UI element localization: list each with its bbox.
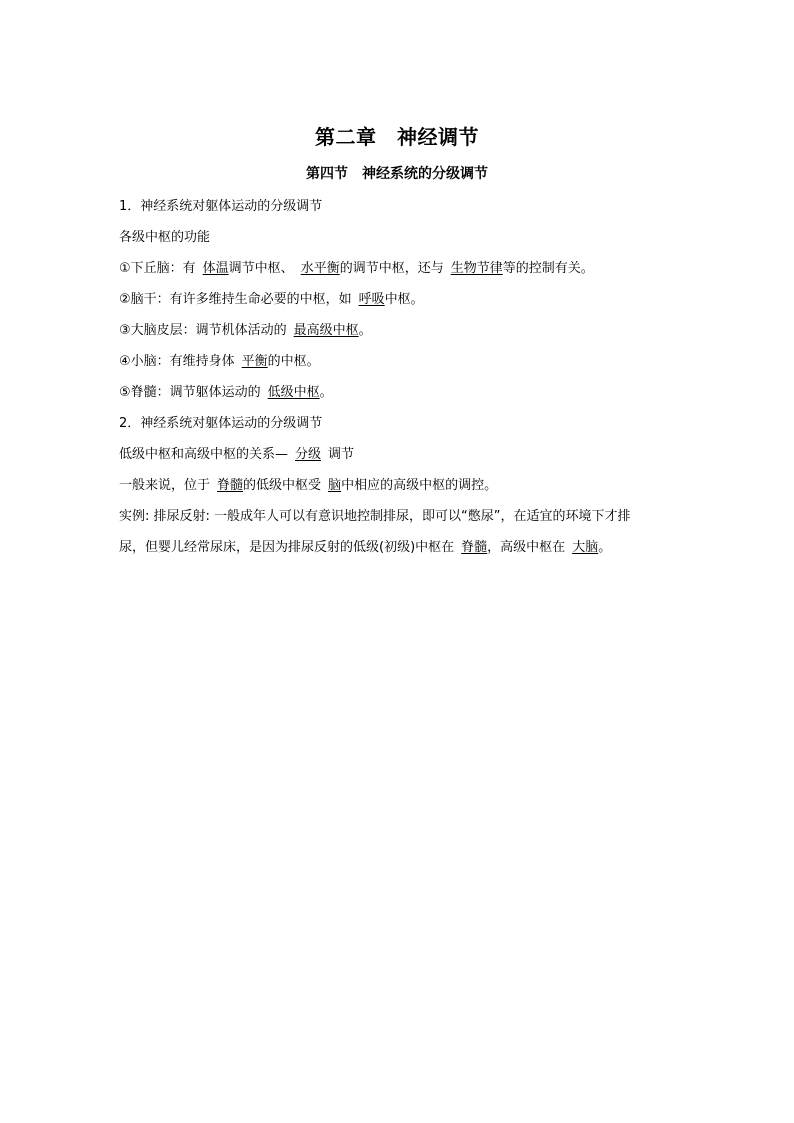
answer-blank: 平衡 <box>241 354 268 369</box>
example-2-suffix: 。 <box>598 540 612 555</box>
item-cerebellum <box>119 352 679 372</box>
relation-prefix: 低级中枢和高级中枢的关系— <box>119 447 289 462</box>
section-title: 第四节 神经系统的分级调节 <box>306 166 488 182</box>
relation-line <box>119 445 679 465</box>
general-line <box>119 476 679 496</box>
item-spinal-cord <box>119 383 679 403</box>
answer-blank: 生物节律 <box>450 261 503 276</box>
item-1-suffix: 等的控制有关。 <box>502 261 594 276</box>
item-2-prefix: ②脑干：有许多维持生命必要的中枢，如 <box>119 292 352 307</box>
answer-blank: 分级 <box>295 447 322 462</box>
item-3-suffix: 。 <box>358 323 372 338</box>
general-suffix: 中相应的高级中枢的调控。 <box>341 478 498 493</box>
answer-blank: 呼吸 <box>358 292 385 307</box>
heading-1: 1．神经系统对躯体运动的分级调节 <box>119 199 323 214</box>
item-1-prefix: ①下丘脑：有 <box>119 261 196 276</box>
item-2-suffix: 中枢。 <box>384 292 424 307</box>
answer-blank: 大脑 <box>572 540 599 555</box>
general-prefix: 一般来说，位于 <box>119 478 211 493</box>
example-2-mid: ，高级中枢在 <box>487 540 566 555</box>
item-4-prefix: ④小脑：有维持身体 <box>119 354 235 369</box>
answer-blank: 体温 <box>202 261 229 276</box>
answer-blank: 脊髓 <box>217 478 244 493</box>
item-1-mid-2: 的调节中枢，还与 <box>339 261 444 276</box>
item-5-suffix: 。 <box>319 385 333 400</box>
item-3-prefix: ③大脑皮层：调节机体活动的 <box>119 323 287 338</box>
item-hypothalamus <box>119 259 679 279</box>
relation-suffix: 调节 <box>328 447 355 462</box>
example-line-1: 实例: 排尿反射: 一般成年人可以有意识地控制排尿，即可以“憋尿”，在适宜的环境下才排 <box>119 509 631 524</box>
item-4-suffix: 的中枢。 <box>267 354 320 369</box>
example-line-2 <box>119 538 679 558</box>
general-mid: 的低级中枢受 <box>243 478 322 493</box>
item-1-mid-1: 调节中枢、 <box>228 261 294 276</box>
item-5-prefix: ⑤脊髓：调节躯体运动的 <box>119 385 261 400</box>
answer-blank: 脑 <box>328 478 342 493</box>
answer-blank: 最高级中枢 <box>293 323 359 338</box>
example-2-prefix: 尿，但婴儿经常尿床，是因为排尿反射的低级(初级)中枢在 <box>119 540 455 555</box>
answer-blank: 低级中枢 <box>267 385 320 400</box>
item-cerebral-cortex <box>119 321 679 341</box>
heading-2: 2．神经系统对躯体运动的分级调节 <box>119 416 323 431</box>
item-brainstem <box>119 290 679 310</box>
chapter-title: 第二章 神经调节 <box>315 125 479 149</box>
subheading-functions: 各级中枢的功能 <box>119 230 211 245</box>
answer-blank: 脊髓 <box>461 540 488 555</box>
answer-blank: 水平衡 <box>300 261 340 276</box>
